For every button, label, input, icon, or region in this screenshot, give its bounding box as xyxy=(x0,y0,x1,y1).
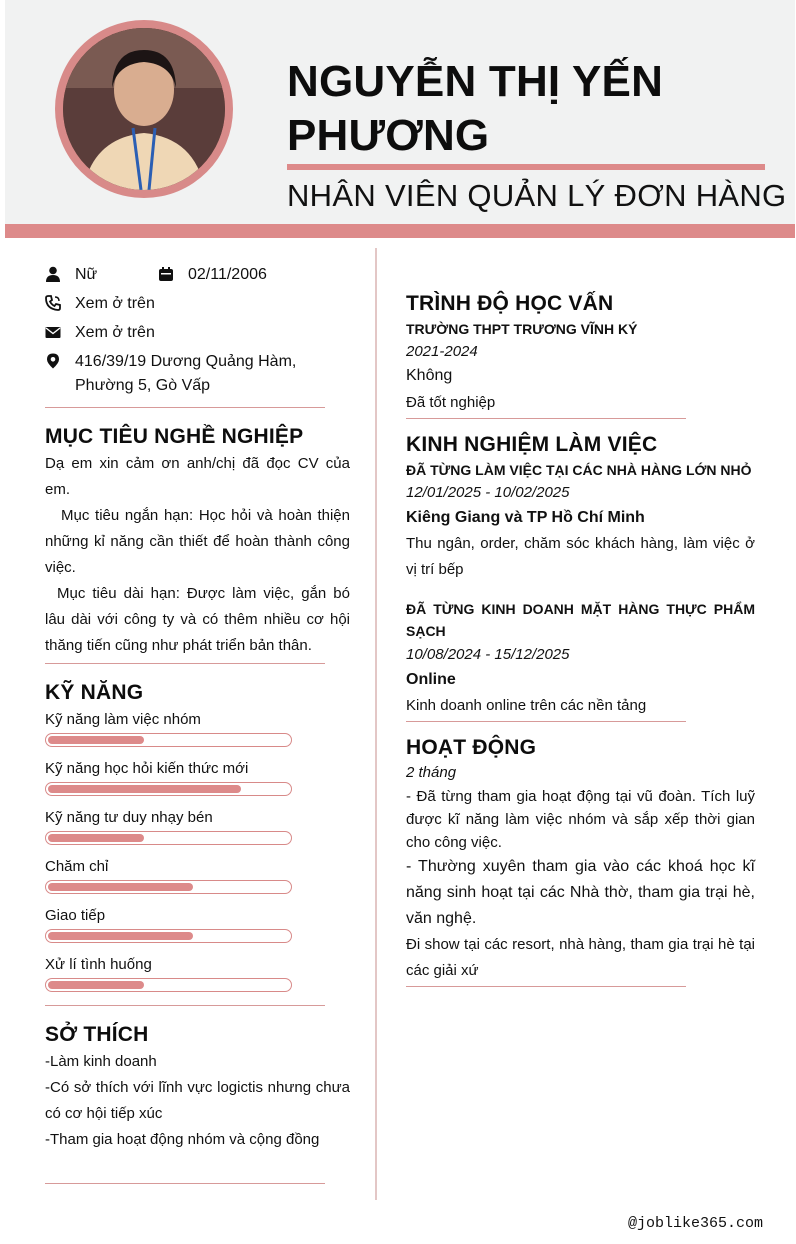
activity-item: - Đã từng tham gia hoạt động tại vũ đoàn. Tích luỹ được kĩ năng làm việc nhóm và sắp xếp thời gian cho công việc. xyxy=(406,788,755,851)
divider xyxy=(45,407,325,408)
user-icon xyxy=(45,266,61,282)
skill-bar xyxy=(45,929,292,943)
divider xyxy=(406,721,686,722)
hobby-item: -Tham gia hoạt động nhóm và cộng đồng xyxy=(45,1131,320,1148)
watermark: @joblike365.com xyxy=(627,1215,763,1232)
activity-item: Đi show tại các resort, nhà hàng, tham gia trại hè tại các giải xứ xyxy=(406,936,755,979)
address-row xyxy=(45,350,325,398)
experience-org: ĐÃ TỪNG KINH DOANH MẶT HÀNG THỰC PHẨM SẠCH xyxy=(406,601,755,639)
skills-title: KỸ NĂNG xyxy=(45,681,144,704)
envelope-icon xyxy=(45,324,61,340)
address-value: 416/39/19 Dương Quảng Hàm, Phường 5, Gò Vấp xyxy=(75,353,297,394)
skill-bar xyxy=(45,831,292,845)
skill-label: Kỹ năng học hỏi kiến thức mới xyxy=(45,760,249,777)
hobbies-text xyxy=(45,1049,350,1153)
divider xyxy=(406,418,686,419)
column-divider xyxy=(375,248,377,1200)
skill-bar xyxy=(45,733,292,747)
experience-dates: 12/01/2025 - 10/02/2025 xyxy=(406,484,570,501)
email-row xyxy=(45,321,155,345)
experience-description: Thu ngân, order, chăm sóc khách hàng, làm việc ở vị trí bếp xyxy=(406,535,755,578)
skill-bar-fill xyxy=(48,834,144,842)
skill-bar xyxy=(45,978,292,992)
skill-bar-fill xyxy=(48,883,193,891)
objective-text xyxy=(45,451,350,659)
skill-bar xyxy=(45,880,292,894)
phone-icon xyxy=(45,295,61,311)
skill-bar xyxy=(45,782,292,796)
education-school: TRƯỜNG THPT TRƯƠNG VĨNH KÝ xyxy=(406,321,638,337)
skill-label: Giao tiếp xyxy=(45,907,106,924)
experience-org: ĐÃ TỪNG LÀM VIỆC TẠI CÁC NHÀ HÀNG LỚN NHỎ xyxy=(406,462,752,478)
activity-item: - Thường xuyên tham gia vào các khoá học kĩ năng sinh hoạt tại các Nhà thờ, tham gia trại hè, văn nghệ. xyxy=(406,858,755,927)
skill-label: Chăm chỉ xyxy=(45,858,109,875)
skill-label: Kỹ năng tư duy nhạy bén xyxy=(45,809,213,826)
skill-bar-fill xyxy=(48,981,144,989)
experience-place: Kiêng Giang và TP Hồ Chí Minh xyxy=(406,509,645,526)
location-pin-icon xyxy=(45,353,61,369)
activities-title: HOẠT ĐỘNG xyxy=(406,736,537,759)
divider xyxy=(45,1183,325,1184)
objective-intro: Dạ em xin cảm ơn anh/chị đã đọc CV của em. xyxy=(45,455,350,498)
calendar-icon xyxy=(158,266,174,282)
objective-long-term: Mục tiêu dài hạn: Được làm việc, gắn bó lâu dài với công ty và có thêm nhiều cơ hội thăng tiến cũng như phát triển bản thân. xyxy=(45,585,350,654)
profile-photo-illustration xyxy=(63,28,225,190)
skill-bar-fill xyxy=(48,785,241,793)
profile-photo xyxy=(63,28,225,190)
skill-label: Kỹ năng làm việc nhóm xyxy=(45,711,201,728)
experience-description: Kinh doanh online trên các nền tảng xyxy=(406,697,647,714)
job-title: NHÂN VIÊN QUẢN LÝ ĐƠN HÀNG xyxy=(287,178,787,213)
education-status: Đã tốt nghiệp xyxy=(406,394,496,411)
gender-row xyxy=(45,263,97,287)
header-accent-bar xyxy=(5,224,795,238)
experience-title: KINH NGHIỆM LÀM VIỆC xyxy=(406,433,658,456)
hobby-item: -Có sở thích với lĩnh vực logictis nhưng chưa có cơ hội tiếp xúc xyxy=(45,1079,350,1122)
divider xyxy=(406,986,686,987)
experience-dates: 10/08/2024 - 15/12/2025 xyxy=(406,646,570,663)
birthday-value: 02/11/2006 xyxy=(188,266,267,283)
birthday-row xyxy=(158,263,267,287)
experience-place: Online xyxy=(406,671,456,688)
hobbies-title: SỞ THÍCH xyxy=(45,1023,149,1046)
skill-label: Xử lí tình huống xyxy=(45,956,152,973)
email-value: Xem ở trên xyxy=(75,324,155,341)
phone-row xyxy=(45,292,155,316)
divider xyxy=(45,1005,325,1006)
avatar xyxy=(55,20,233,198)
objective-title: MỤC TIÊU NGHỀ NGHIỆP xyxy=(45,425,304,448)
candidate-name: NGUYỄN THỊ YẾN PHƯƠNG xyxy=(287,57,664,160)
skill-bar-fill xyxy=(48,736,144,744)
objective-short-term: Mục tiêu ngắn hạn: Học hỏi và hoàn thiện những kỉ năng cần thiết để hoàn thành công việc. xyxy=(45,507,350,576)
education-title: TRÌNH ĐỘ HỌC VẤN xyxy=(406,292,614,315)
hobby-item: -Làm kinh doanh xyxy=(45,1053,157,1070)
name-underline xyxy=(287,164,765,170)
divider xyxy=(45,663,325,664)
phone-value: Xem ở trên xyxy=(75,295,155,312)
activities-duration: 2 tháng xyxy=(406,764,457,781)
education-dates: 2021-2024 xyxy=(406,343,478,360)
education-major: Không xyxy=(406,367,453,384)
gender-value: Nữ xyxy=(75,266,98,283)
skill-bar-fill xyxy=(48,932,193,940)
